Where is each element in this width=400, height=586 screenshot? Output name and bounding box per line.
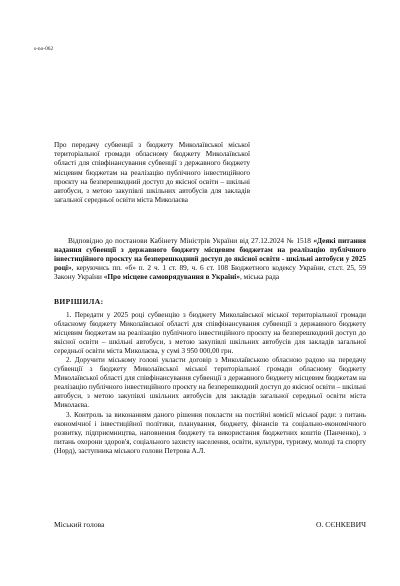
preamble-text-3: , міська рада: [239, 272, 280, 282]
preamble-text-2: , керуючись пп. «б» п. 2 ч. 1 ст. 89, ч. 6 ст. 108 Бюджетного кодексу України, ст.ст. 25, 59 Закону України: [54, 263, 366, 282]
resolution-title: Про передачу субвенції з бюджету Миколаївської міської територіальної громади обласному бюджету Миколаївської області для співфінансування субвенції з державного бюджету місцевим бюджетам на реалізацію публічного інвестиційного проєкту на безперешкодний доступ до якісної освіти – шкільні автобуси, з метою закупівлі шкільних автобусів для закладів загальної середньої освіти міста Миколаєва: [54, 140, 250, 205]
preamble-text-1: Відповідно до постанови Кабінету Міністрів України від 27.12.2024 № 1518: [68, 236, 314, 245]
signatory-position: Міський голова: [54, 520, 105, 529]
preamble-law-title: «Про місцеве самоврядування в Україні»: [103, 272, 240, 282]
preamble: [54, 236, 366, 281]
signature-block: [54, 520, 366, 529]
preamble-resolution-title: «Деякі питання надання субвенції з державного бюджету місцевим бюджетам на реалізацію публічного інвестиційного проєкту на безперешкодний доступ до якісної освіти - шкільні автобуси у 2025 році»: [54, 236, 366, 273]
resolution-item-3: 3. Контроль за виконанням даного рішення покласти на постійні комісії міської ради: з питань економічної і інвестиційної політики, планування, бюджету, фінансів та соціально-економічного розвитку, підприємництва, наповнення бюджету та використання бюджетних коштів (Панченко), з питань охорони здоров'я, соціального захисту населення, освіти, культури, туризму, молоді та спорту (Норд), заступника міського голови Петрова А.Л.: [54, 410, 366, 455]
preamble-paragraph: [54, 236, 366, 281]
resolution-item-1: 1. Передати у 2025 році субвенцію з бюджету Миколаївської міської територіальної громади обласному бюджету Миколаївської області для співфінансування субвенції з державного бюджету місцевим бюджетам на реалізацію публічного інвестиційного проєкту на безперешкодний доступ до якісної освіти – шкільні автобуси, з метою закупівлі шкільних автобусів для закладів загальної середньої освіти міста Миколаєва, у сумі 3 950 000,00 грн.: [54, 311, 366, 356]
resolution-item-2: 2. Доручити міському голові укласти договір з Миколаївською обласною радою на передачу субвенції з бюджету Миколаївської міської територіальної громади обласному бюджету Миколаївської області для співфінансування субвенції з державного бюджету місцевим бюджетам на реалізацію публічного інвестиційного проєкту на безперешкодний доступ до якісної освіти – шкільні автобуси, з метою закупівлі шкільних автобусів для закладів загальної середньої освіти міста Миколаєва.: [54, 356, 366, 410]
signatory-name: О. СЄНКЕВИЧ: [315, 520, 366, 529]
document-code: s-no-062: [34, 46, 54, 52]
decided-heading: ВИРІШИЛА:: [54, 297, 104, 306]
resolution-items: [54, 311, 366, 456]
